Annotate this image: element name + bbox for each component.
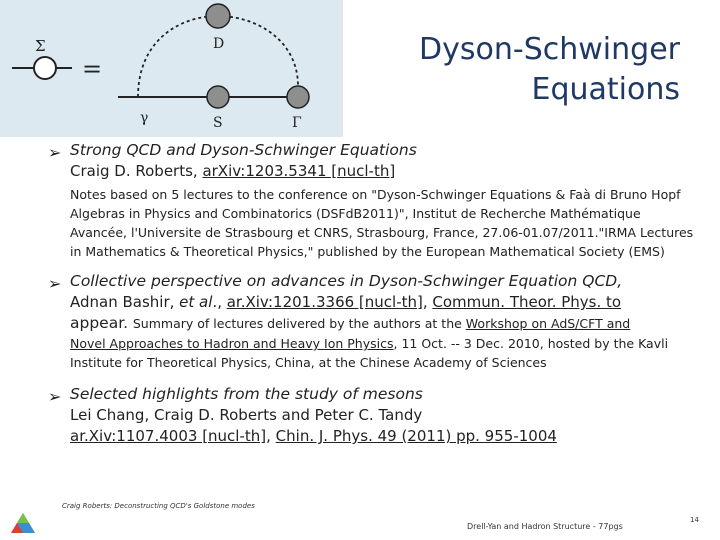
arrow-bullet-icon: ➢ xyxy=(48,274,62,293)
bullet3-ref-link[interactable]: ar.Xiv:1107.4003 [nucl-th] xyxy=(70,427,267,445)
bullet2-journal-link[interactable]: Commun. Theor. Phys. xyxy=(432,293,607,311)
sigma-label: Σ xyxy=(35,37,46,55)
bullet3-authors: Lei Chang, Craig D. Roberts and Peter C. Tandy xyxy=(70,406,423,424)
bullet1-author: Craig D. Roberts, xyxy=(70,162,203,180)
bullet1-ref-link[interactable]: arXiv:1203.5341 [nucl-th] xyxy=(202,162,396,180)
bullet2-ref-link[interactable]: ar.Xiv:1201.3366 [nucl-th] xyxy=(226,293,423,311)
bullet2-appear: appear. xyxy=(70,314,129,332)
title-line-2: Equations xyxy=(531,72,680,107)
self-energy-blob xyxy=(34,57,56,79)
arrow-bullet-icon: ➢ xyxy=(48,387,62,406)
bullet3-title: Selected highlights from the study of mesons xyxy=(70,385,423,403)
page-number: 14 xyxy=(690,516,699,524)
bullet2-title: Collective perspective on advances in Dyson-Schwinger Equation QCD, xyxy=(70,272,623,290)
bullet2-summary-block xyxy=(70,334,698,372)
equals-sign: = xyxy=(82,55,103,83)
bullet2-workshop-link-a[interactable]: Workshop on AdS/CFT and xyxy=(465,316,631,331)
bullet2-appear-line xyxy=(70,313,698,334)
bullet-item-1 xyxy=(48,140,698,261)
title-line-1: Dyson-Schwinger xyxy=(419,32,680,67)
bullet-item-2 xyxy=(48,271,698,372)
bullet2-to[interactable]: to xyxy=(606,293,622,311)
bullet1-author-line xyxy=(70,161,698,182)
s-label: S xyxy=(213,115,223,131)
gluon-line-right xyxy=(218,16,298,86)
feynman-diagram xyxy=(0,0,343,137)
bullet2-author-line xyxy=(70,292,698,313)
bullet2-et-al: et al xyxy=(179,293,213,311)
argonne-logo-icon xyxy=(10,512,36,534)
bullet3-comma: , xyxy=(266,427,276,445)
bullet2-authors: Adnan Bashir, xyxy=(70,293,180,311)
footer-caption: Craig Roberts: Deconstructing QCD's Goldstone modes xyxy=(62,502,255,510)
bullet1-notes: Notes based on 5 lectures to the conference on "Dyson-Schwinger Equations & Faà di Bruno Hopf Algebras in Physics and Combinatorics (DSFdB2011)", Institut de Recherche Mathématique Avancée, l'Universite de Strasbourg et CNRS, Strasbourg, France, 27.06-01.07/2011."IRMA Lectures in Mathematics & Theoretical Physics," published by the European Mathematical Society (EMS) xyxy=(70,187,694,259)
bullet1-title: Strong QCD and Dyson-Schwinger Equations xyxy=(70,141,417,159)
big-gamma-label: Γ xyxy=(292,115,302,131)
d-label: D xyxy=(213,36,225,52)
quark-propagator-blob xyxy=(207,86,229,108)
bullet2-workshop-link-b[interactable]: Novel Approaches to Hadron and Heavy Ion Physics xyxy=(70,336,394,351)
bullet2-summary-post: , 11 Oct. -- 3 Dec. 2010, hosted by the Kavli Institute for Theoretical Physics, China, at the Chinese Academy of Sciences xyxy=(70,336,669,370)
gamma-label: γ xyxy=(140,110,149,126)
bullet-item-3 xyxy=(48,384,698,447)
bullet3-ref-line xyxy=(70,426,698,447)
slide-title xyxy=(419,30,680,110)
bullet2-summary-pre: Summary of lectures delivered by the authors at the xyxy=(132,316,466,331)
bullet2-sep: ., xyxy=(212,293,227,311)
gluon-propagator-blob xyxy=(206,4,230,28)
dse-diagram-svg xyxy=(0,0,343,137)
footer-conference: Drell-Yan and Hadron Structure - 77pgs xyxy=(467,522,623,531)
vertex-blob xyxy=(287,86,309,108)
gluon-line-left xyxy=(138,16,218,97)
arrow-bullet-icon: ➢ xyxy=(48,143,62,162)
reference-list xyxy=(48,140,698,447)
bullet2-comma: , xyxy=(422,293,433,311)
bullet3-journal-link[interactable]: Chin. J. Phys. 49 (2011) pp. 955-1004 xyxy=(275,427,557,445)
